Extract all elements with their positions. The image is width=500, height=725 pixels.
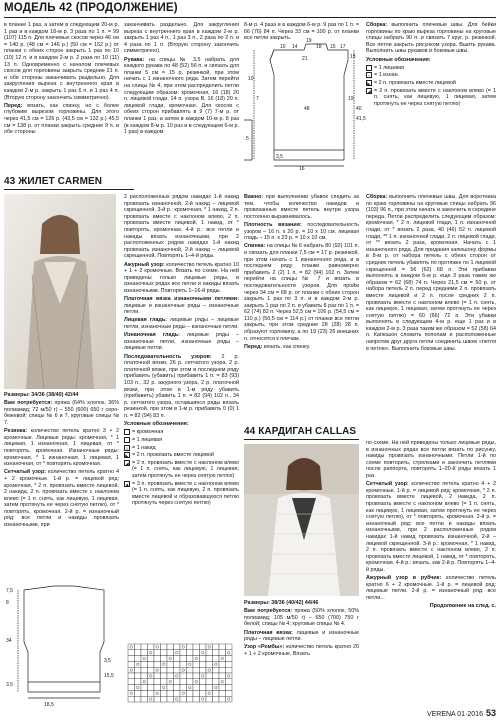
chart-cell <box>219 679 226 685</box>
chart-cell <box>213 650 220 656</box>
chart-cell <box>213 661 220 667</box>
chart-cell <box>193 679 200 685</box>
section43-important: Важно: при выполнении убавок следить за тем, чтобы количество накидов и провязанных вместе петель внутри узора постоянно выравнивалось. <box>244 194 359 220</box>
chart-cell <box>148 685 155 691</box>
chart-cell <box>206 644 213 650</box>
chart-cell <box>135 673 142 679</box>
chart-cell <box>180 650 187 656</box>
chart-cell <box>148 650 155 656</box>
chart-cell <box>128 650 135 656</box>
section44-photo <box>244 444 359 596</box>
chart-cell <box>200 656 207 662</box>
chart-cell <box>167 673 174 679</box>
chart-cell <box>219 661 226 667</box>
chart-cell <box>135 690 142 696</box>
section43-col4 <box>366 194 496 354</box>
section43-col2 <box>124 194 239 508</box>
section43-col3 <box>244 194 359 352</box>
chart-cell <box>128 644 135 650</box>
chart-cell <box>213 656 220 662</box>
section44-materials: Вам потребуется: пряжа (50% хлопок, 50% полиамид; 105 м/50 г) – 650 (700) 750 г белой; спицы № 4; круговые спицы № 4. <box>244 608 359 628</box>
chart-cell <box>161 696 168 702</box>
chart-cell <box>219 644 226 650</box>
chart-cell <box>206 650 213 656</box>
chart-cell <box>167 644 174 650</box>
chart-cell <box>154 679 161 685</box>
pattern42-label-11: 5 <box>246 136 249 142</box>
chart-cell <box>128 667 135 673</box>
section43-photo <box>4 194 116 389</box>
chart-cell <box>187 696 194 702</box>
chart-cell <box>141 685 148 691</box>
pattern42-label-7: 10 <box>248 76 254 82</box>
chart-cell <box>174 690 181 696</box>
chart-cell <box>213 685 220 691</box>
model42-assembly <box>366 22 496 108</box>
chart-cell <box>226 661 233 667</box>
chart-cell <box>193 673 200 679</box>
chart-cell <box>135 667 142 673</box>
chart-cell <box>174 667 181 673</box>
chart-cell <box>193 644 200 650</box>
chart-cell <box>226 656 233 662</box>
section44-col1 <box>244 600 359 659</box>
chart-cell <box>226 667 233 673</box>
section43-assembly: Сборка: выполнить плечевые швы. Для воротника по краю горловины на круговые спицы набрать 96 (103) 96 п., при этом начать и закончить в середине переда. Петли распределить следующим образом: кромочная, * 2 п. лицевой глади, 1 п. изнаночной глади, от * вязать 2 раза, 40 (46) 52 п. лицевой глади, ** 1 п. изнаночной глади, 2 п. лицевой глади, от ** вязать 2 раза, кромочная. Начать с 1 изнаночного ряда. Для придания капюшону формы в 8-м р. от набора петель с обеих сторон от средних петель убавлять по протяжке по 1 лицевой скрещенной = 56 (62) 68 п. Эти прибавки выполнять в каждом 6-м р. еще 3 раза таким же образом = 62 (68) 74 п. Через 21,5 см = 50 р. от набора петель 2 п. перед средними 2 п. провязать вместе лицевой и 2 п. после средних 2 п. провязать вместе с наклоном влево (= 1 п. снять, как лицевую, 1 лицевая, затем протянуть ее через снятую петлю) = 60 (66) 72 п. Эти убавки выполнять в следующем 4-м р. еще 1 раз и в каждом 2-м р. 3 раза таким же образом = 52 (58) 64 п. Капюшон сложить пополам и расположенные напротив друг друга петли соединить швом «петля в петлю». Выполнить боковые швы. <box>366 194 497 352</box>
pattern43-label-4: 15,5 <box>104 673 114 679</box>
page-number: 53 <box>485 708 496 718</box>
section43-reverse: Изнаночная гладь: лицевые ряды – изнаночные петли, изнаночные ряды – лицевые петли. <box>124 332 239 352</box>
chart-cell <box>167 696 174 702</box>
legend43-row: = кромочная <box>124 429 239 436</box>
chart-cell <box>206 696 213 702</box>
chart-cell <box>148 644 155 650</box>
pattern43-label-5: 3,5 <box>6 682 13 688</box>
model42-back-text: в планке 1 раз, а затем в следующем 20-м р. 1 раз и в каждом 18-м р. 3 раза по 1 п. = 99 (107) 115 п. Для плечевых скосов через 46 см = 140 р. (48 см = 146 р.) (50 см = 152 р.) от планки с обеих сторон закрыть 1 раз по 10 (10) 12 п. и в каждом 2-м р. 2 раза по 10 (11) 13 п. Одновременно с началом плечевых скосов для горловины закрыть средние 21 п. и обе стороны заканчивать раздельно. Для закругления выреза с внутреннего края в каждом 2-м р. закрыть 1 раз 6 п. и 1 раз 4 п. (Вторую сторону закончить симметрично). <box>4 22 119 101</box>
legend43-row: ○ = 1 накид <box>125 444 156 451</box>
chart-cell <box>141 696 148 702</box>
chart-cell <box>180 656 187 662</box>
chart-cell <box>226 685 233 691</box>
chart-cell <box>226 679 233 685</box>
legend42-symbol-purl: – <box>367 73 371 79</box>
legend42-symbol-knit <box>366 65 372 71</box>
legend43-row: ▲ = 3 п. провязать вместе с наклоном влево (= 1 п. снять, как лицевую, 2 п. провязать вместе лицевой и образовавшуюся петлю протянуть через снятую петлю) <box>125 480 239 507</box>
pattern42-rib <box>274 150 344 160</box>
chart-cell <box>141 667 148 673</box>
pattern43-label-0: 7,5 <box>6 588 13 594</box>
chart-cell <box>180 667 187 673</box>
chart-cell <box>174 685 181 691</box>
pattern42-label-16: 16 <box>299 166 305 172</box>
section43-mesh-cont: 2 расположенных рядом накидах 1-й накид провязать изнаночной, 2-й накид – лицевой скрещенной. 3-й р.: кромочная, * 1 накид, 2 п. провязать вместе с наклоном влево, 2 п. провязать вместе лицевой, 1 накид, от * повторять, кромочная. 4-й р.: все петли и накиды вязать изнаночными, при 2 расположенных рядом накидах 1-й накид провязать изнаночной, 2-й накид – лицевой скрещенной. Повторять 1–4-й ряды. <box>124 194 239 260</box>
chart-cell <box>174 661 181 667</box>
section44-rhombus: Узор «Ромбы»: количество петель кратно 20 + 1 + 2 кромочные. Вязать <box>244 644 359 657</box>
chart-cell <box>180 685 187 691</box>
chart-cell <box>167 679 174 685</box>
chart-cell <box>206 685 213 691</box>
pattern42-label-8: 21 <box>302 56 308 62</box>
continued-note: Продолжение на след. с. <box>429 603 496 610</box>
chart-cell <box>200 667 207 673</box>
assembly42-text: Сборка: выполнить плечевые швы. Для бейки горловины по краю выреза горловины на круговые спицы набрать 90 п. и связать 7 круг. р. резинкой. Все петли закрыть рисунком узора. Вшить рукава. Выполнить швы рукавов и боковые швы. <box>366 22 496 55</box>
chart-cell <box>128 673 135 679</box>
chart-cell <box>154 661 161 667</box>
chart-cell <box>161 650 168 656</box>
legend43-row: = 1 лицевая <box>124 437 239 444</box>
model42-front-text: Перед: вязать, как спинку, но с более глубоким вырезом горловины. Для этого через 41,5 см = 126 р. (43,5 см = 132 р.) 45,5 см = 138 р. от планки закрыть средние 9 п. и обе стороны <box>4 102 119 136</box>
model42-neck-text: заканчивать раздельно. Для закругления выреза с внутреннего края в каждом 2-м р. закрыть 1 раз 4 п., 1 раз 3 п., 2 раза по 2 п. и 4 раза по 1 п. (Вторую сторону закончить симметрично). <box>124 22 239 55</box>
chart-cell <box>135 650 142 656</box>
pattern42-label-15: 3,5 <box>276 154 283 160</box>
chart-cell <box>135 696 142 702</box>
chart-cell <box>141 679 148 685</box>
chart-cell <box>200 685 207 691</box>
chart-cell <box>154 685 161 691</box>
section43-mesh: Сетчатый узор: количество петель кратно 4 + 2 кромочные. 1-й р. = лицевой ряд: кромочная, * 2 п. провязать вместе лицевой, 2 накида, 2 п. провязать вместе с наклоном влево (= 1 п. снять, как лицевую, 1 лицевая, затем протянуть ее через снятую петлю), от * повторять, кромочная. 2-й р. = изнаночный ряд: все петли и накиды провязать изнаночными, при <box>4 469 119 529</box>
pattern43-label-6: 18,5 <box>44 702 54 708</box>
chart-cell <box>187 661 194 667</box>
pattern43-label-2: 34 <box>6 638 12 644</box>
legend42-row: – = 1 изнан. <box>367 72 400 79</box>
chart-cell <box>167 685 174 691</box>
section43-col1 <box>4 392 119 530</box>
page-title: МОДЕЛЬ 42 (ПРОДОЛЖЕНИЕ) <box>4 2 178 14</box>
chart-cell <box>226 696 233 702</box>
section43-rib: Резинка: количество петель кратно 3 + 2 кромочные. Лицевые ряды: кромочная, * 1 лицевая, 1 изнаночная, 1 лицевая, от * повторять, кромочная. Изнаночные ряды: кромочная, * 1 изнаночная, 1 лицевая, 1 изнаночная, от * повторять кромочная. <box>4 428 119 468</box>
chart-cell <box>219 696 226 702</box>
model42-col2 <box>124 22 239 137</box>
legend43-symbol-knit <box>124 437 130 443</box>
chart-cell <box>167 656 174 662</box>
chart-cell <box>226 644 233 650</box>
section44-sizes: Размеры: 38/36 (40/42) 44/46 <box>244 600 319 606</box>
chart-cell <box>180 696 187 702</box>
pattern42-label-14: 48 <box>304 106 310 112</box>
chart-cell <box>193 696 200 702</box>
chart-cell <box>135 644 142 650</box>
chart-cell <box>128 696 135 702</box>
chart-cell <box>200 690 207 696</box>
chart-cell <box>200 650 207 656</box>
chart-cell <box>193 661 200 667</box>
chart-cell <box>174 650 181 656</box>
chart-cell <box>128 656 135 662</box>
section43-back: Спинка: на спицы № 6 набрать 80 (92) 101 п. и связать для планки 7,5 см = 17 р. резинкой, при этом начать с 1 изнаночного ряда, и в последнем ряду планки равномерно прибавить 2 (2) 1 п. = 82 (94) 102 п. Затем перейти на спицы № 7 и вязать в последовательности узоров. Для пройм через 34 см = 68 р. от планки с обеих сторон закрыть 1 раз по 3 п. и в каждом 2-м р. закрыть 1 раз по 2 п. и убавить 8 раз по 1 п. = 62 (74) 82 п. Через 52,5 см = 106 р. (54,5 см = 110 р.) (56,5 см = 114 р.) от планки все петли закрыть, при этом средние 28 (28) 28 п. образуют горловину, а по 19 (23) 26 внешних п. относятся к плечам. <box>244 243 359 342</box>
legend43-symbol-sk2p: ▲ <box>125 481 130 487</box>
legend43-symbol-selvage <box>124 429 130 435</box>
page-footer <box>427 708 496 718</box>
legend42-symbol-k2tog: ◣ <box>367 80 371 86</box>
pattern42-label-6: 19 <box>350 54 356 60</box>
chart-cell <box>161 679 168 685</box>
chart-cell <box>206 673 213 679</box>
section43-sequence: Последовательность узоров: 2 р. платочной вязки, 26 р. сетчатого узора, 2 р. платочной вязки, при этом в последнем ряду прибавить (убавить) прибавить 1 п. = 83 (93) 103 п., 32 р. ажурного узора, 2 р. платочной вязки, при этом в 1-м ряду убавить (прибавить) убавить 1 п. = 82 (94) 102 п., 34 р. сетчатого узора, оставшиеся ряды вязать резинкой, при этом в 1-м р. прибавить 0 (0) 1 п. = 82 (94) 83 п. <box>124 353 239 419</box>
legend43-row: ◣ = 2 п. провязать вместе лицевой <box>125 452 214 459</box>
section43-rule <box>4 189 134 190</box>
chart-cell <box>174 679 181 685</box>
model42-sleeves-text: Рукава: на спицы № 3,5 набрать для каждого рукава по 48 (52) 56 п. и связать для планки 5 см = 15 р. резинкой, при этом начать с 1 изнаночного ряда. Затем перейти на спицы № 4, при этом распределить петли следующим образом: кромочная, 16 (18) 20 п. лицевой глади, 14 п. узора В, 16 (18) 20 п. лицевой глади, кромочная. Для скосов с обеих сторон прибавлять в 9 (7) 7-м р. от планки 1 раз, а затем в каждом 10-м р. 8 раз (в каждом 8-м р. 10 раз и в следующем 6-м р. 1 раз) в каждом <box>124 56 239 136</box>
chart-cell <box>193 667 200 673</box>
pattern42-diagram <box>244 38 366 172</box>
chart-cell <box>206 667 213 673</box>
pattern42-label-10: 19 <box>348 96 354 102</box>
chart-cell <box>128 690 135 696</box>
chart-cell <box>141 673 148 679</box>
chart-cell <box>193 656 200 662</box>
legend42-row: = 1 лицевая <box>366 65 496 72</box>
chart-cell <box>174 673 181 679</box>
chart-cell <box>141 661 148 667</box>
chart-cell <box>180 673 187 679</box>
chart-cell <box>135 685 142 691</box>
chart-cell <box>200 679 207 685</box>
chart-cell <box>135 656 142 662</box>
title-rule <box>4 17 496 18</box>
section44-rib-lace: Ажурный узор в рубчик: количество петель кратно 6 + 2 кромочные. 1-й р. = лицевой ряд: лицевые петли. 2-й р. = изнаночный ряд: все петли... <box>366 575 496 601</box>
pattern42-label-0: 10 <box>280 44 286 50</box>
chart-cell <box>213 644 220 650</box>
chart-cell <box>161 685 168 691</box>
section44-garter: Платочная вязка: лицевые и изнаночные ряды – лицевые петли. <box>244 629 359 643</box>
chart-cell <box>154 690 161 696</box>
chart-cell <box>187 673 194 679</box>
chart-cell <box>213 690 220 696</box>
section43-gauge: Плотность вязания: последовательность узоров – 16 п. х 20 р. = 10 х 10 см, лицевая гладь – 15 п. х 23 р. = 10 х 10 см. <box>244 221 359 242</box>
legend42-row: ◢ = 2 п. провязать вместе с наклоном влево (= 1 п. снять, как лицевую, 1 лицевая, затем протянуть ее через снятую петлю) <box>367 87 496 107</box>
chart-cell <box>154 696 161 702</box>
section43-front: Перед: вязать, как спинку. <box>244 343 311 350</box>
pattern42-label-2: 19 <box>306 38 312 44</box>
pattern42-label-9: 7 <box>256 96 259 102</box>
lace-chart-43 <box>124 642 236 704</box>
chart-cell <box>128 679 135 685</box>
chart-cell <box>148 679 155 685</box>
chart-cell <box>206 661 213 667</box>
chart-cell <box>167 667 174 673</box>
chart-cell <box>154 644 161 650</box>
chart-cell <box>174 696 181 702</box>
chart-cell <box>226 690 233 696</box>
chart-cell <box>206 679 213 685</box>
chart-cell <box>180 661 187 667</box>
chart-cell <box>161 673 168 679</box>
chart-cell <box>200 661 207 667</box>
chart-cell <box>148 690 155 696</box>
pattern42-label-1: 14 <box>292 44 298 50</box>
chart-cell <box>128 685 135 691</box>
chart-cell <box>200 644 207 650</box>
section43-title: 43 ЖИЛЕТ CARMEN <box>4 176 103 187</box>
assembly42-legend-title: Условные обозначения: <box>366 56 431 63</box>
chart-cell <box>148 656 155 662</box>
chart-cell <box>213 673 220 679</box>
chart-cell <box>161 690 168 696</box>
section43-lace: Ажурный узор: количество петель кратно 10 + 1 + 2 кромочные. Вязать по схеме. На ней приведены только лицевые ряды, в изнаночных рядах все петли и накиды вязать изнаночными. Повторять 1–16-й ряды. <box>124 261 239 294</box>
chart-cell <box>148 661 155 667</box>
pattern42-label-3: 18 <box>316 44 322 50</box>
legend43-row: ◢ = 2 п. провязать вместе с наклоном влево (= 1 п. снять, как лицевую, 1 лицевая, затем протянуть ее через снятую петлю) <box>125 459 239 479</box>
chart-cell <box>226 673 233 679</box>
section43-sizes: Размеры: 34/36 (38/40) 42/44 <box>4 392 79 398</box>
pattern42-label-12: 40 <box>356 106 362 112</box>
pattern42-label-13: 41,5 <box>356 116 366 122</box>
section44-mesh: Сетчатый узор: количество петель кратно 4 + 2 кромочные. 1-й р. = лицевой ряд: кромочная, * 2 п. провязать вместе лицевой, 2 накида, 2 п. провязать вместе с наклоном влево (= 1 п. снять, как лицевую, 1 лицевая, затем протянуть ее через снятую петлю), от * повторять, кромочная. 2-й р. = изнаночный ряд: все петли и накиды вязать изнаночными, при 2 расположенных рядом накидах 1-й накид провязать изнаночной, 2-й – лицевой скрещенной. 3-й р.: кромочная, * 1 накид, 2 п. провязать вместе с наклоном влево, 2 п. провязать вместе лицевой, 1 накид, от * повторять, кромочная. 4-й р.: вязать, как 2-й р. Повторять 1–4-й ряды. <box>366 481 496 573</box>
chart-cell <box>206 690 213 696</box>
chart-cell <box>135 661 142 667</box>
chart-cell <box>219 690 226 696</box>
pattern42-body-outline <box>270 44 348 150</box>
chart-cell <box>219 656 226 662</box>
chart-cell <box>141 644 148 650</box>
chart-cell <box>141 656 148 662</box>
chart-cell <box>219 667 226 673</box>
chart-cell <box>200 696 207 702</box>
chart-cell <box>226 650 233 656</box>
chart-cell <box>154 656 161 662</box>
chart-cell <box>200 673 207 679</box>
chart-cell <box>154 673 161 679</box>
chart-cell <box>141 690 148 696</box>
pattern42-label-5: 17 <box>340 44 346 50</box>
chart-cell <box>161 644 168 650</box>
chart-cell <box>187 644 194 650</box>
chart-cell <box>213 696 220 702</box>
chart-cell <box>161 661 168 667</box>
chart-cell <box>206 656 213 662</box>
chart-cell <box>193 690 200 696</box>
pattern43-diagram <box>4 582 122 707</box>
legend42-row: ◣ = 2 п. провязать вместе лицевой <box>367 79 456 86</box>
chart-cell <box>148 696 155 702</box>
chart-cell <box>180 679 187 685</box>
model42-col1 <box>4 22 119 137</box>
chart-cell <box>180 644 187 650</box>
chart-cell <box>174 644 181 650</box>
chart-cell <box>174 656 181 662</box>
chart-cell <box>180 690 187 696</box>
chart-cell <box>219 650 226 656</box>
chart-cell <box>213 679 220 685</box>
chart-cell <box>193 650 200 656</box>
chart-cell <box>187 650 194 656</box>
chart-cell <box>187 656 194 662</box>
section43-materials: Вам потребуется: пряжа (64% хлопок, 36% полиамид; 72 м/50 г) – 550 (600) 650 г серо-бежевой; спицы № 6 и 7, круговые спицы № 7. <box>4 400 119 426</box>
chart-cell <box>141 650 148 656</box>
chart-cell <box>187 690 194 696</box>
section44-rhombus-cont: по схеме. На ней приведены только лицевые ряды, в изнаночных рядах все петли вязать по рисунку, накиды провязать изнаночными. Петли 1-й по схеме повторить, стрелками и закончить петлями после раппорта, повторять 1–20-й ряды вязать 1 раз. <box>366 440 496 479</box>
chart-cell <box>193 685 200 691</box>
section44-title: 44 КАРДИГАН CALLAS <box>244 426 357 437</box>
pattern43-label-1: 8 <box>6 600 9 606</box>
footer-brand: VERENA 01·2016 <box>426 711 483 718</box>
chart-cell <box>187 679 194 685</box>
chart-cell <box>219 673 226 679</box>
chart-cell <box>154 650 161 656</box>
chart-cell <box>187 685 194 691</box>
chart-cell <box>213 667 220 673</box>
pattern43-label-3: 3,5 <box>104 658 111 664</box>
section44-rule <box>244 439 359 440</box>
chart-cell <box>148 673 155 679</box>
pattern43-body-outline <box>24 586 104 692</box>
chart-cell <box>128 661 135 667</box>
legend43-symbol-yo: ○ <box>125 445 129 451</box>
chart-cell <box>148 667 155 673</box>
chart-cell <box>187 667 194 673</box>
chart-cell <box>154 667 161 673</box>
chart-cell <box>161 656 168 662</box>
model42-sleeves-end: 8-м р. 4 раза и в каждом 6-м р. 9 раз по 1 п. = 66 (76) 84 п. Через 33 см = 100 р. от планки все петли закрыть. <box>244 22 359 42</box>
pattern42-label-4: 15 <box>330 44 336 50</box>
chart-cell <box>167 661 174 667</box>
chart-cell <box>135 679 142 685</box>
legend42-symbol-ssk: ◢ <box>367 88 371 94</box>
section43-legend-title: Условные обозначения: <box>124 421 189 428</box>
section43-garter: Платочная вязка изнаночными петлями: лицевые и изнаночные ряды – изнаночные петли. <box>124 296 239 316</box>
section43-stockinette: Лицевая гладь: лицевые ряды – лицевые петли, изнаночные ряды – изнаночные петли. <box>124 317 240 331</box>
chart-cell <box>167 690 174 696</box>
legend43-symbol-ssk: ◢ <box>125 460 129 466</box>
chart-cell <box>167 650 174 656</box>
chart-cell <box>219 685 226 691</box>
chart-cell <box>161 667 168 673</box>
legend43-symbol-k2tog: ◣ <box>125 453 129 459</box>
section44-col2 <box>366 440 496 611</box>
